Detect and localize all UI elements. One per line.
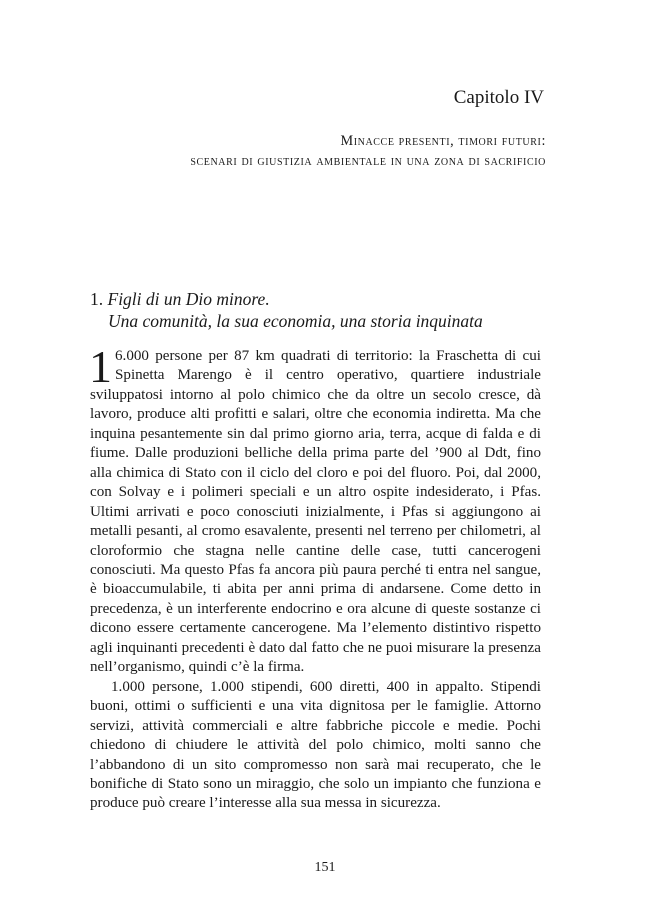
body-text — [89, 341, 541, 814]
chapter-label: Capitolo IV — [453, 87, 544, 108]
paragraph-1 — [89, 341, 541, 678]
paragraph-1-text: 6.000 persone per 87 km quadrati di territorio: la Fraschetta di cui Spinetta Marengo è il centro operativo, quartiere industriale sviluppatosi intorno al polo chimico che da oltre un secolo cresce, dà lavoro, produce alti profitti e salari, oltre che economia indiretta. Ma che inquina pesantemente sin dal primo giorno aria, terra, acque di falda e di fiume. Dalle produzioni belliche della prima parte del ’900 al Ddt, fino alla chimica di Stato con il ciclo del cloro e poi del fluoro. Poi, dal 2000, con Solvay e i polimeri speciali e un altro ospite indesiderato, i Pfas. Ultimi arrivati e poco conosciuti inizialmente, i Pfas si aggiungono ai metalli pesanti, al cromo esavalente, presenti nel terreno per chilometri, al cloroformio che stagna nelle cantine delle case, tutti cancerogeni conosciuti. Ma questo Pfas fa ancora più paura perché ti entra nel sangue, è bioaccumulabile, ti abita per anni prima di andarsene. Come detto in precedenza, è un interferente endocrino e ora alcune di queste sostanze ci dicono essere certamente cancerogene. Ma l’elemento distintivo rispetto agli inquinanti precedenti è dato dal fatto che ne puoi misurare la presenza nell’organismo, quindi c’è la firma. — [90, 348, 541, 676]
chapter-title — [190, 131, 546, 171]
section-title-line-2: Una comunità, la sua economia, una storia inquinata — [108, 311, 483, 331]
page-number: 151 — [314, 860, 336, 875]
paragraph-2 — [90, 678, 541, 814]
chapter-title-line-1: Minacce presenti, timori futuri: — [340, 133, 546, 149]
section-heading — [90, 288, 483, 332]
section-number: 1. — [90, 289, 104, 309]
chapter-title-line-2: scenari di giustizia ambientale in una zona di sacrificio — [190, 153, 546, 169]
section-title-line-1: Figli di un Dio minore. — [107, 289, 270, 309]
drop-cap: 1 — [89, 341, 112, 392]
paragraph-2-text: 1.000 persone, 1.000 stipendi, 600 diretti, 400 in appalto. Stipendi buoni, ottimi o sufficienti e una vita dignitosa per le famiglie. Attorno servizi, attività commerciali e altre fabbriche piccole e medie. Pochi chiedono di chiudere le attività del polo chimico, molti sanno che l’abbandono di un sito compromesso non sarà mai recuperato, che le bonifiche di Stato sono un miraggio, che solo un impianto che funziona e produce può creare l’interesse alla sua messa in sicurezza. — [90, 678, 541, 812]
